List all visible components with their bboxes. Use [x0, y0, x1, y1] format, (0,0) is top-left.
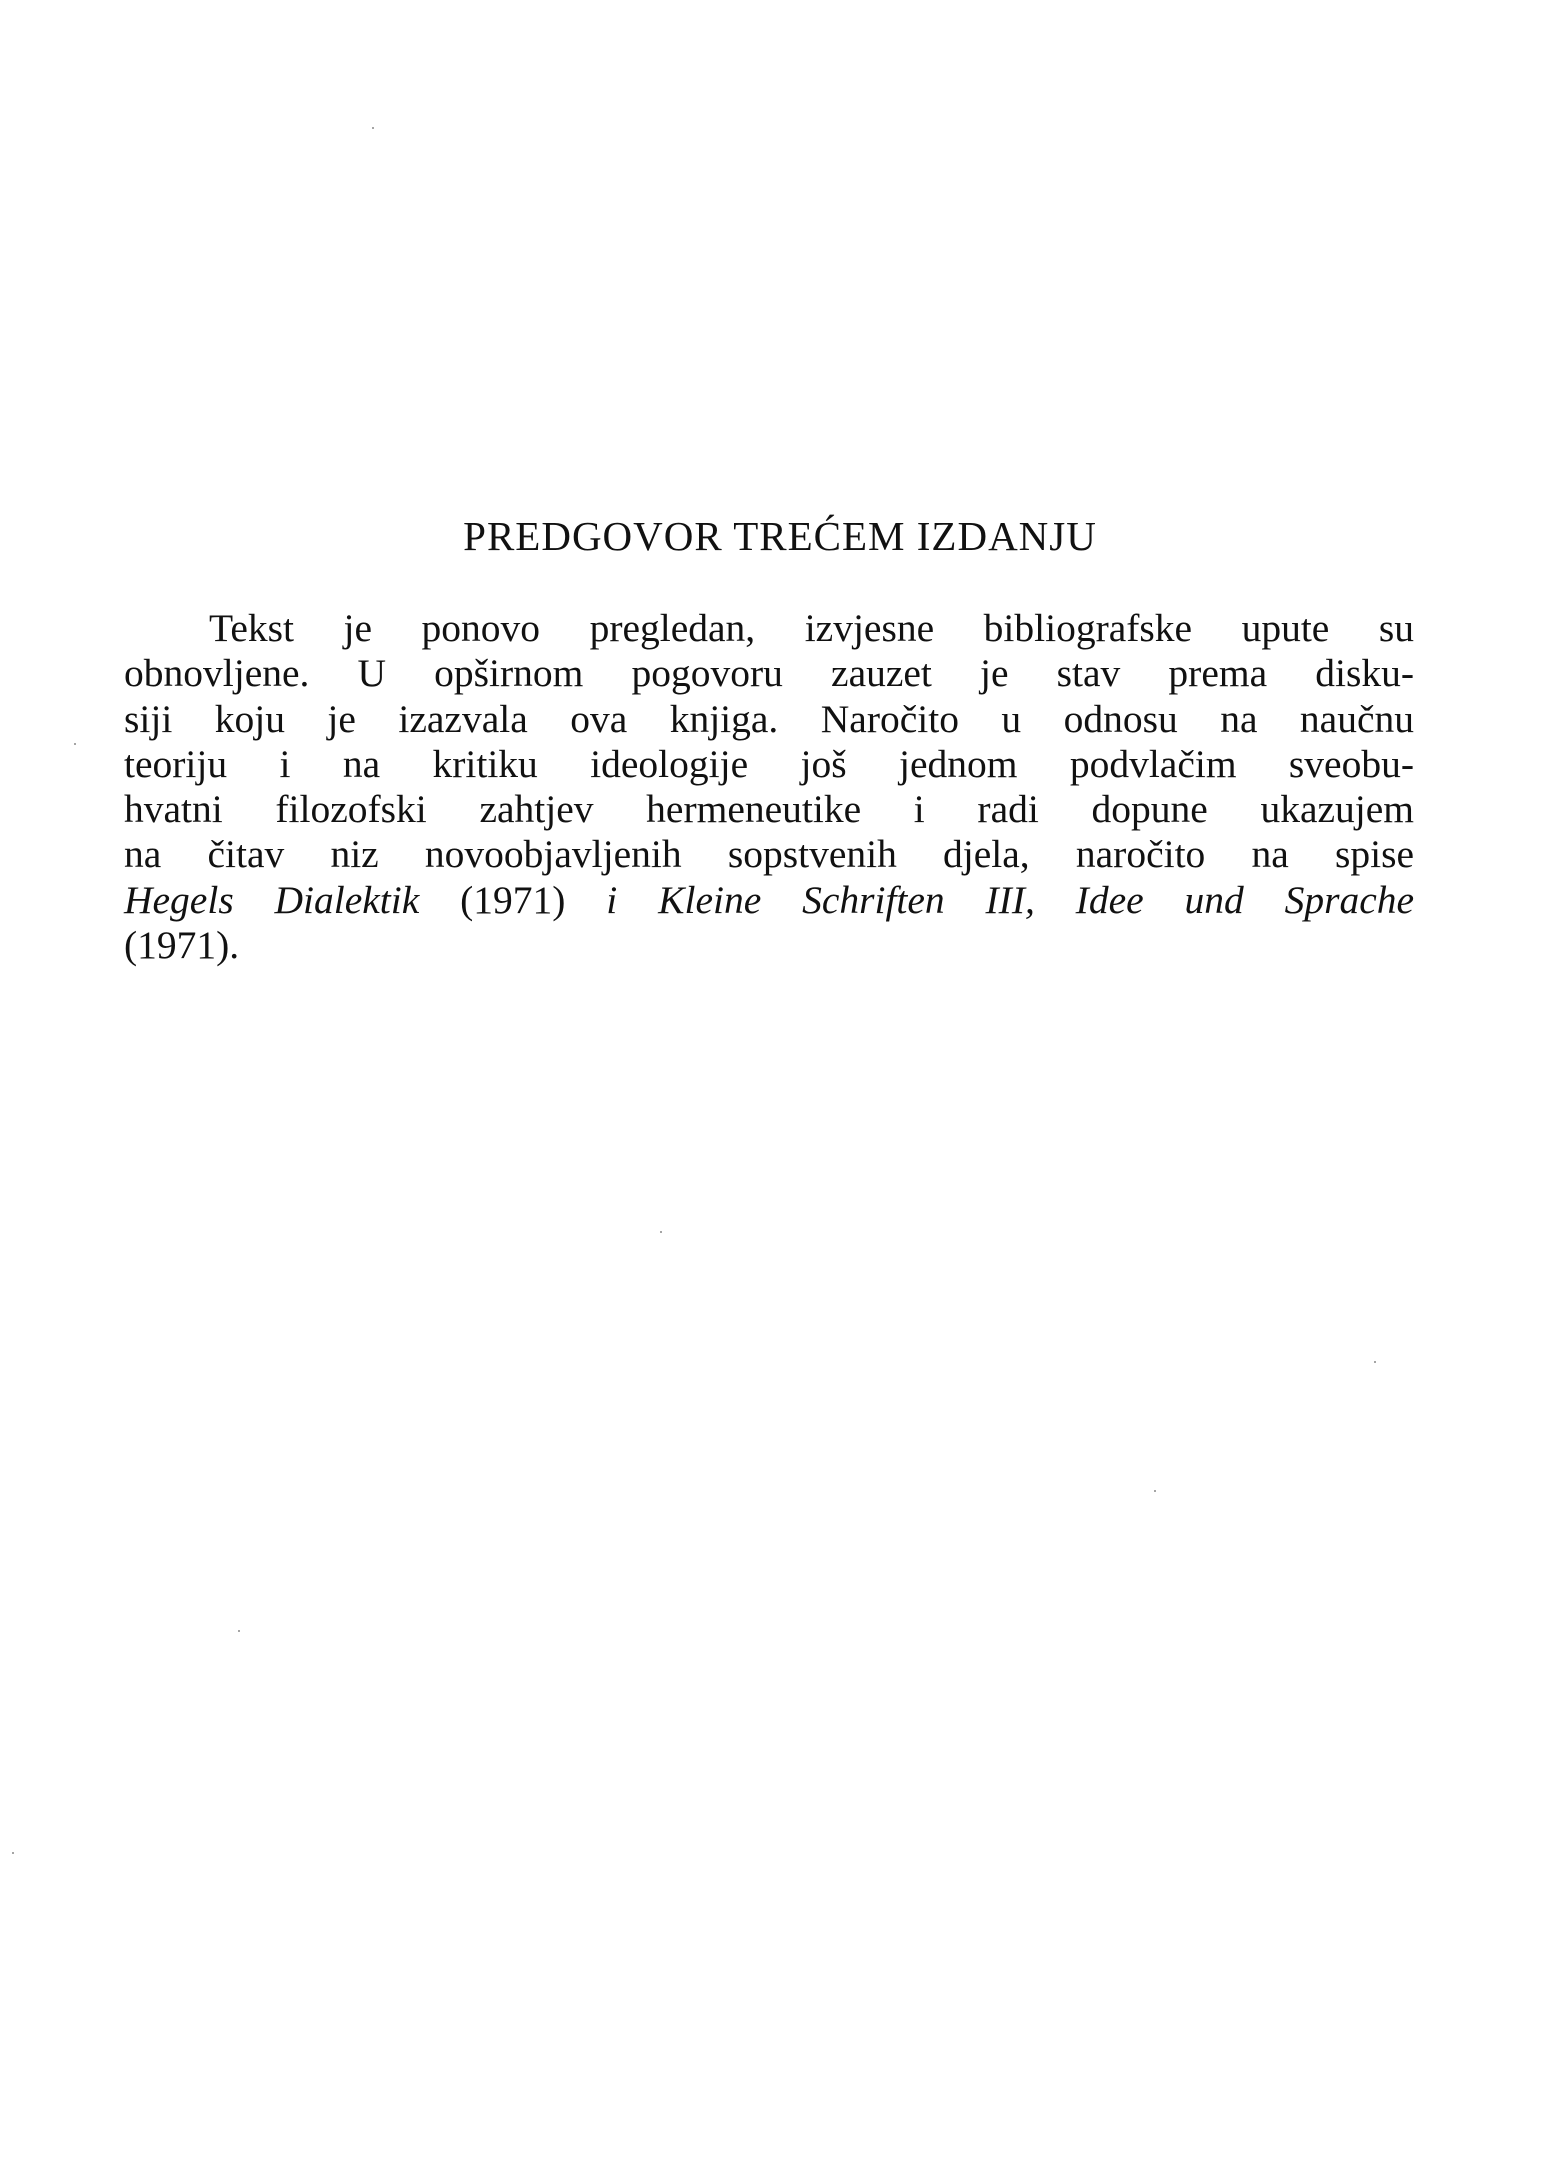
scan-speck	[12, 1852, 14, 1854]
book-title: Kleine Schriften III, Idee und Sprache	[658, 877, 1415, 922]
scan-speck	[1374, 1361, 1376, 1363]
book-title: Hegels Dialektik	[124, 877, 420, 922]
paragraph-line: siji koju je izazvala ova knjiga. Naročito u odnosu na naučnu	[124, 696, 1414, 741]
paragraph-line	[124, 878, 1414, 923]
paragraph-line: teoriju i na kritiku ideologije još jednom podvlačim sveobu-	[124, 741, 1414, 786]
preface-paragraph	[124, 606, 1414, 968]
paragraph-line: na čitav niz novoobjavljenih sopstvenih djela, naročito na spise	[124, 832, 1414, 877]
publication-year: (1971)	[460, 877, 566, 922]
conjunction: i	[606, 877, 618, 922]
paragraph-line: Tekst je ponovo pregledan, izvjesne bibliografske upute su	[209, 606, 1414, 650]
paragraph-line: obnovljene. U opširnom pogovoru zauzet je stav prema disku-	[124, 651, 1414, 696]
scan-speck	[238, 1630, 240, 1632]
scan-speck	[74, 743, 76, 745]
scan-speck	[660, 1231, 662, 1233]
paragraph-line: hvatni filozofski zahtjev hermeneutike i radi dopune ukazujem	[124, 787, 1414, 832]
paragraph-line: (1971).	[124, 923, 240, 968]
page-heading: PREDGOVOR TREĆEM IZDANJU	[463, 513, 1097, 559]
scan-speck	[372, 127, 374, 129]
scan-speck	[1154, 1490, 1156, 1492]
